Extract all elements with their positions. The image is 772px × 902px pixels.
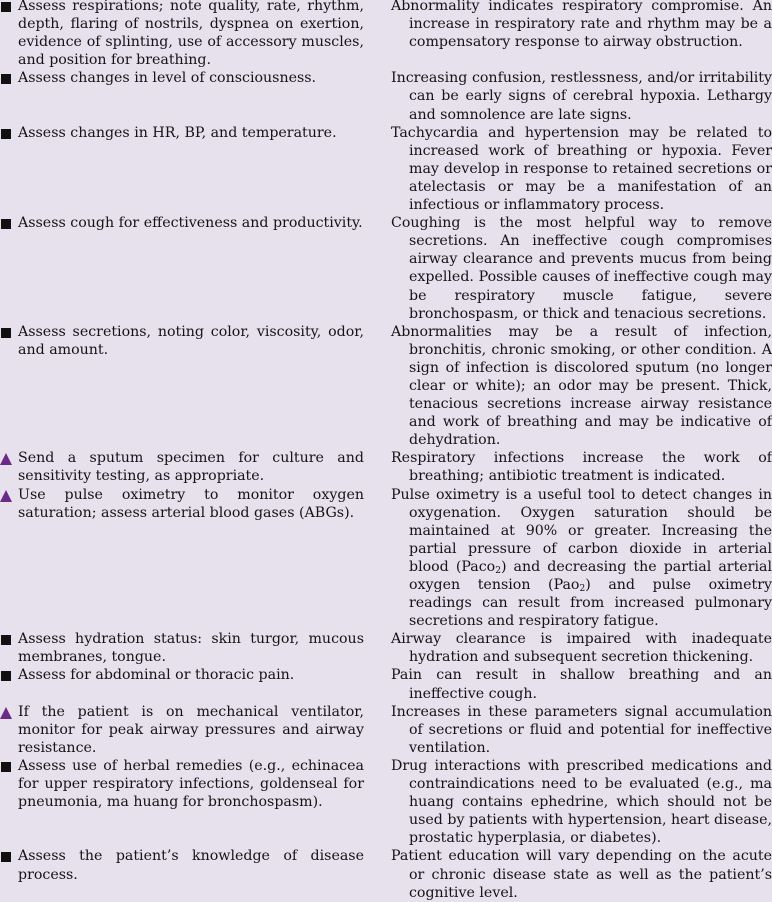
intervention-text: Assess cough for effectiveness and productivity. — [18, 215, 363, 232]
table-row — [0, 0, 772, 69]
table-row — [0, 703, 772, 757]
square-bullet-icon — [0, 630, 18, 648]
rationale-text: Respiratory infections increase the work of breathing; antibiotic treatment is indicated. — [390, 450, 772, 485]
table-row — [0, 630, 772, 666]
square-bullet-icon — [0, 0, 18, 15]
subscript-two: 2 — [495, 565, 501, 576]
rationale-segment: ) and pulse oximetry readings can result from increased pulmonary secretions and respiratory fatigue. — [408, 577, 772, 630]
intervention-text: Assess secretions, noting color, viscosity, odor, and amount. — [18, 323, 364, 358]
rationale-text: Drug interactions with prescribed medications and contraindications need to be evaluated (e.g., ma huang contains ephedrine, which should not be used by patients with hypertension, heart disease, prostatic hyperplasia, or diabetes). — [390, 757, 772, 847]
intervention-text: Assess changes in HR, BP, and temperature. — [18, 124, 337, 141]
intervention-text: Use pulse oximetry to monitor oxygen saturation; assess arterial blood gases (ABGs). — [18, 486, 364, 521]
square-bullet-icon — [0, 124, 18, 142]
rationale-text — [391, 486, 772, 631]
rationale-text: Tachycardia and hypertension may be related to increased work of breathing or hypoxia. Fever may develop in response to retained secretions or atelectasis or may be a manifestation of an infectious or inflammatory process. — [390, 124, 772, 214]
rationale-text: Coughing is the most helpful way to remove secretions. An ineffective cough compromises airway clearance and prevents mucus from being expelled. Possible causes of ineffective cough may be respiratory muscle fatigue, severe bronchospasm, or thick and tenacious secretions. — [390, 215, 772, 322]
subscript-two: 2 — [579, 584, 586, 594]
rationale-text: Abnormalities may be a result of infection, bronchitis, chronic smoking, or other condition. A sign of infection is discolored sputum (no longer clear or white); an odor may be present. Thick, tenacious secretions increase airway resistance and work of breathing and may be indicative of dehydration. — [390, 323, 772, 449]
table-row — [0, 214, 772, 323]
square-bullet-icon — [0, 323, 18, 341]
table-row — [0, 757, 772, 847]
rationale-text: Airway clearance is impaired with inadequate hydration and subsequent secretion thickening. — [390, 631, 772, 666]
intervention-text: Assess changes in level of consciousness. — [18, 70, 317, 87]
intervention-text: Assess hydration status: skin turgor, mucous membranes, tongue. — [18, 631, 364, 666]
intervention-text: Assess use of herbal remedies (e.g., echinacea for upper respiratory infections, goldenseal for pneumonia, ma huang for bronchospasm). — [18, 757, 364, 811]
intervention-text: Assess respirations; note quality, rate, rhythm, depth, flaring of nostrils, dyspnea on exertion, evidence of splinting, use of accessory muscles, and position for breathing. — [18, 0, 364, 69]
triangle-bullet-icon — [0, 486, 18, 504]
square-bullet-icon — [0, 847, 18, 865]
table-row — [0, 449, 772, 485]
square-bullet-icon — [0, 666, 18, 684]
square-bullet-icon — [0, 757, 18, 775]
intervention-text: Assess for abdominal or thoracic pain. — [18, 667, 295, 684]
table-row — [0, 847, 772, 901]
intervention-text: If the patient is on mechanical ventilator, monitor for peak airway pressures and airway resistance. — [18, 703, 364, 756]
table-row — [0, 323, 772, 450]
rationale-segment: ) and decreasing the partial arterial oxygen tension (Pao — [408, 558, 772, 593]
triangle-bullet-icon — [0, 703, 18, 721]
square-bullet-icon — [0, 69, 18, 87]
square-bullet-icon — [0, 214, 18, 232]
intervention-text: Assess the patient’s knowledge of disease process. — [18, 848, 364, 883]
rationale-text: Pain can result in shallow breathing and an ineffective cough. — [390, 667, 772, 702]
rationale-text: Increases in these parameters signal accumulation of secretions or fluid and potential for ineffective ventilation. — [390, 703, 772, 756]
rationale-text: Patient education will vary depending on the acute or chronic disease state as well as the patient’s cognitive level. — [390, 848, 772, 901]
rationale-text: Increasing confusion, restlessness, and/or irritability can be early signs of cerebral hypoxia. Lethargy and somnolence are late signs. — [390, 70, 772, 123]
table-row — [0, 69, 772, 123]
table-row — [0, 124, 772, 214]
intervention-text: Send a sputum specimen for culture and sensitivity testing, as appropriate. — [18, 450, 364, 485]
table-row — [0, 486, 772, 631]
table-row — [0, 666, 772, 702]
rationale-segment: Pulse oximetry is a useful tool to detect changes in oxygenation. Oxygen saturation should be maintained at 90% or greater. Increasing the partial pressure of carbon dioxide in arterial blood (Paco — [390, 486, 772, 575]
triangle-bullet-icon — [0, 449, 18, 467]
rationale-text: Abnormality indicates respiratory compromise. An increase in respiratory rate and rhythm may be a compensatory response to airway obstruction. — [390, 0, 772, 51]
